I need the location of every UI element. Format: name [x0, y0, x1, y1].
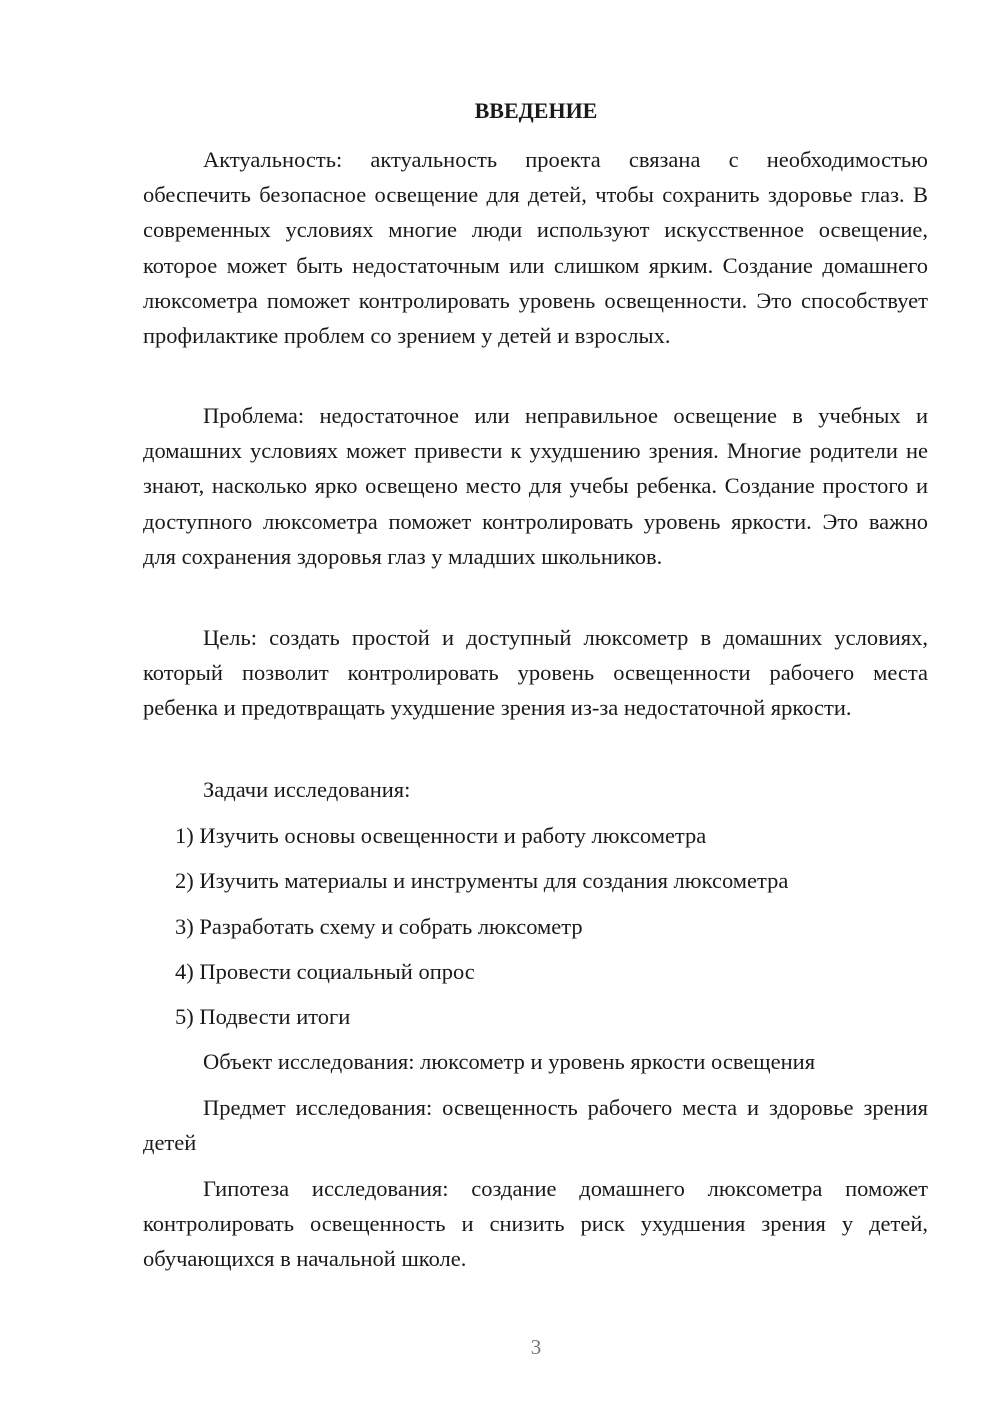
research-object-paragraph: Объект исследования: люксометр и уровень яркости освещения	[203, 1049, 816, 1074]
page-number: 3	[530, 1335, 542, 1359]
goal-paragraph: Цель: создать простой и доступный люксометр в домашних условиях, который позволит контролировать уровень освещенности рабочего места ребенка и предотвращать ухудшение зрения из-за недостаточной яркости.	[143, 625, 928, 721]
task-item: 3) Разработать схему и собрать люксометр	[175, 913, 583, 939]
task-item: 1) Изучить основы освещенности и работу люксометра	[175, 823, 707, 848]
tasks-heading: Задачи исследования:	[203, 777, 411, 802]
task-item: 5) Подвести итоги	[175, 1004, 351, 1030]
problem-paragraph: Проблема: недостаточное или неправильное освещение в учебных и домашних условиях может привести к ухудшению зрения. Многие родители не знают, насколько ярко освещено место для учебы ребенка. Создание простого и доступного люксометра поможет контролировать уровень яркости. Это важно для сохранения здоровья глаз у младших школьников.	[143, 403, 928, 569]
task-item: 4) Провести социальный опрос	[175, 958, 475, 984]
research-subject-paragraph: Предмет исследования: освещенность рабочего места и здоровье зрения детей	[143, 1095, 928, 1156]
hypothesis-paragraph: Гипотеза исследования: создание домашнего люксометра поможет контролировать освещенность и снизить риск ухудшения зрения у детей, обучающихся в начальной школе.	[143, 1176, 928, 1272]
page-title: ВВЕДЕНИЕ	[474, 98, 598, 123]
task-item: 2) Изучить материалы и инструменты для создания люксометра	[175, 868, 789, 894]
relevance-paragraph: Актуальность: актуальность проекта связана с необходимостью обеспечить безопасное освещение для детей, чтобы сохранить здоровье глаз. В современных условиях многие люди используют искусственное освещение, которое может быть недостаточным или слишком ярким. Создание домашнего люксометра поможет контролировать уровень освещенности. Это способствует профилактике проблем со зрением у детей и взрослых.	[143, 147, 928, 349]
tasks-list	[175, 818, 788, 1044]
